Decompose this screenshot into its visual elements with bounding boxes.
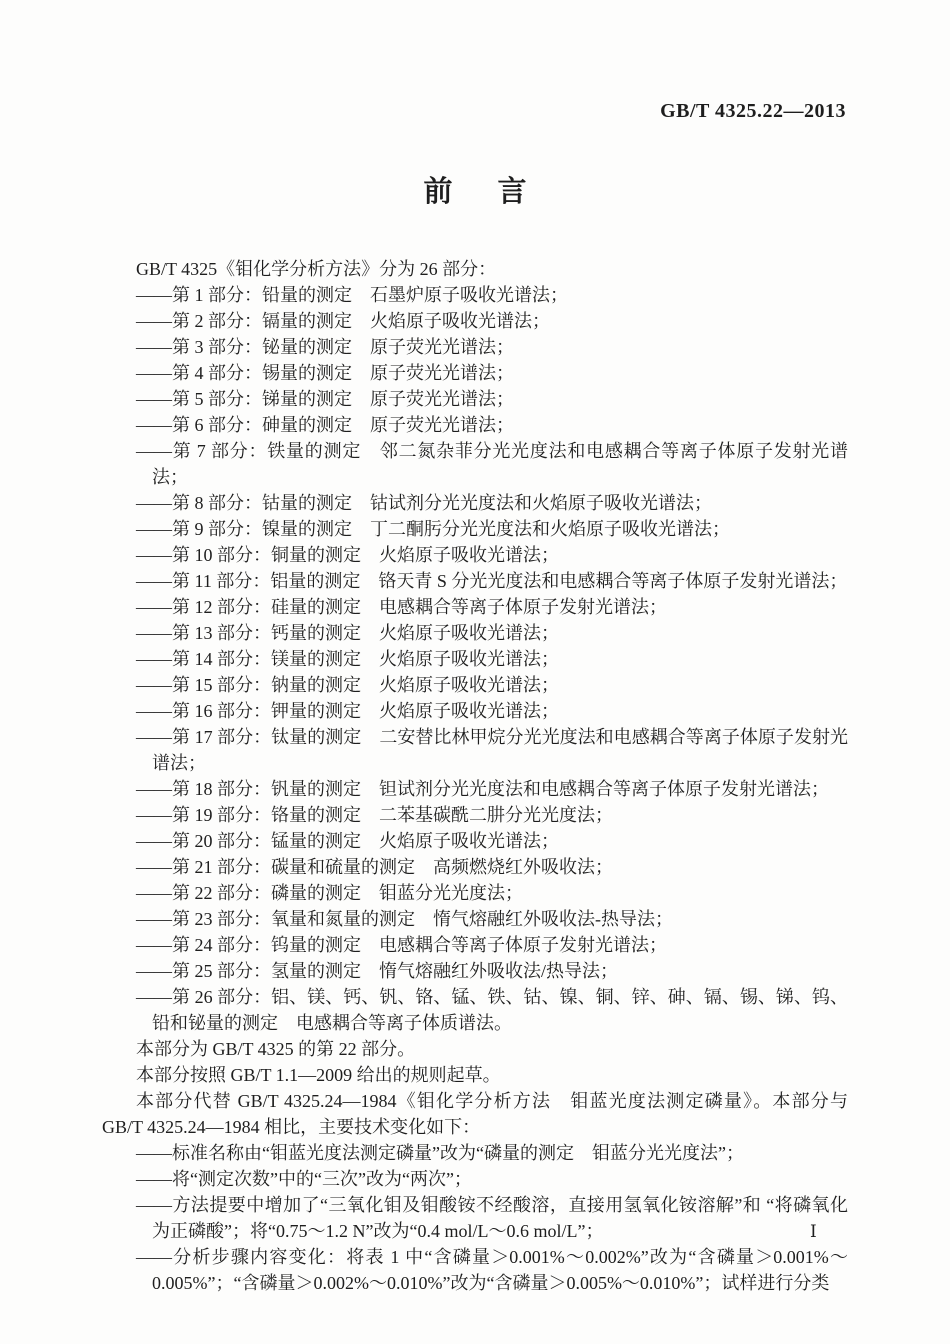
part-item: ——第 3 部分：铋量的测定 原子荧光光谱法； <box>136 337 514 357</box>
parts-list <box>102 282 848 1036</box>
change-item: ——将“测定次数”中的“三次”改为“两次”； <box>136 1169 472 1189</box>
change-item: ——标准名称由“钼蓝光度法测定磷量”改为“磷量的测定 钼蓝分光光度法”； <box>136 1143 744 1163</box>
part-item: ——第 19 部分：铬量的测定 二苯基碳酰二肼分光光度法； <box>136 805 613 825</box>
part-item: ——第 9 部分：镍量的测定 丁二酮肟分光光度法和火焰原子吸收光谱法； <box>136 519 730 539</box>
part-item: ——第 5 部分：锑量的测定 原子荧光光谱法； <box>136 389 514 409</box>
part-item: ——第 4 部分：锡量的测定 原子荧光光谱法； <box>136 363 514 383</box>
part-item: ——第 24 部分：钨量的测定 电感耦合等离子体原子发射光谱法； <box>136 935 667 955</box>
part-item: ——第 23 部分：氧量和氮量的测定 惰气熔融红外吸收法-热导法； <box>136 909 673 929</box>
body-paragraph: 本部分按照 GB/T 1.1—2009 给出的规则起草。 <box>136 1065 501 1085</box>
part-item: ——第 2 部分：镉量的测定 火焰原子吸收光谱法； <box>136 311 550 331</box>
page-number: Ⅰ <box>810 1222 817 1242</box>
part-item: ——第 1 部分：铅量的测定 石墨炉原子吸收光谱法； <box>136 285 568 305</box>
part-item: ——第 10 部分：铜量的测定 火焰原子吸收光谱法； <box>136 545 559 565</box>
foreword-title-text: 前言 <box>423 176 572 208</box>
part-item: ——第 11 部分：铝量的测定 铬天青 S 分光光度法和电感耦合等离子体原子发射光谱法； <box>136 571 848 591</box>
part-item: ——第 22 部分：磷量的测定 钼蓝分光光度法； <box>136 883 523 903</box>
intro-paragraph: GB/T 4325《钼化学分析方法》分为 26 部分： <box>136 259 497 279</box>
change-item: ——方法提要中增加了“三氧化钼及钼酸铵不经酸溶，直接用氢氧化铵溶解”和 “将磷氧化为正磷酸”；将“0.75～1.2 N”改为“0.4 mol/L～0.6 mol/L”； <box>136 1195 848 1241</box>
part-item: ——第 12 部分：硅量的测定 电感耦合等离子体原子发射光谱法； <box>136 597 667 617</box>
part-item: ——第 8 部分：钴量的测定 钴试剂分光光度法和火焰原子吸收光谱法； <box>136 493 712 513</box>
part-item: ——第 16 部分：钾量的测定 火焰原子吸收光谱法； <box>136 701 559 721</box>
body-paragraph: 本部分为 GB/T 4325 的第 22 部分。 <box>136 1039 416 1059</box>
part-item: ——第 13 部分：钙量的测定 火焰原子吸收光谱法； <box>136 623 559 643</box>
part-item: ——第 25 部分：氢量的测定 惰气熔融红外吸收法/热导法； <box>136 961 618 981</box>
change-item: ——分析步骤内容变化：将表 1 中“含磷量＞0.001%～0.002%”改为“含磷量＞0.001%～0.005%”；“含磷量＞0.002%～0.010%”改为“含磷量＞0.005%～0.010%”；试样进行分类 <box>136 1247 848 1293</box>
part-item: ——第 15 部分：钠量的测定 火焰原子吸收光谱法； <box>136 675 559 695</box>
part-item: ——第 18 部分：钒量的测定 钽试剂分光光度法和电感耦合等离子体原子发射光谱法； <box>136 779 829 799</box>
body-paragraphs <box>102 1036 848 1140</box>
part-item: ——第 6 部分：砷量的测定 原子荧光光谱法； <box>136 415 514 435</box>
part-item: ——第 17 部分：钛量的测定 二安替比林甲烷分光光度法和电感耦合等离子体原子发射光谱法； <box>136 727 848 773</box>
part-item: ——第 7 部分：铁量的测定 邻二氮杂菲分光光度法和电感耦合等离子体原子发射光谱法； <box>136 441 848 487</box>
standard-number: GB/T 4325.22—2013 <box>660 100 846 122</box>
part-item: ——第 20 部分：锰量的测定 火焰原子吸收光谱法； <box>136 831 559 851</box>
foreword-title <box>0 177 950 209</box>
part-item: ——第 26 部分：铝、镁、钙、钒、铬、锰、铁、钴、镍、铜、锌、砷、镉、锡、锑、钨、铅和铋量的测定 电感耦合等离子体质谱法。 <box>136 987 848 1033</box>
part-item: ——第 21 部分：碳量和硫量的测定 高频燃烧红外吸收法； <box>136 857 613 877</box>
part-item: ——第 14 部分：镁量的测定 火焰原子吸收光谱法； <box>136 649 559 669</box>
body-paragraph: 本部分代替 GB/T 4325.24—1984《钼化学分析方法 钼蓝光度法测定磷量》。本部分与 GB/T 4325.24—1984 相比，主要技术变化如下： <box>102 1091 848 1137</box>
changes-list <box>102 1140 848 1296</box>
document-body <box>102 256 848 1296</box>
